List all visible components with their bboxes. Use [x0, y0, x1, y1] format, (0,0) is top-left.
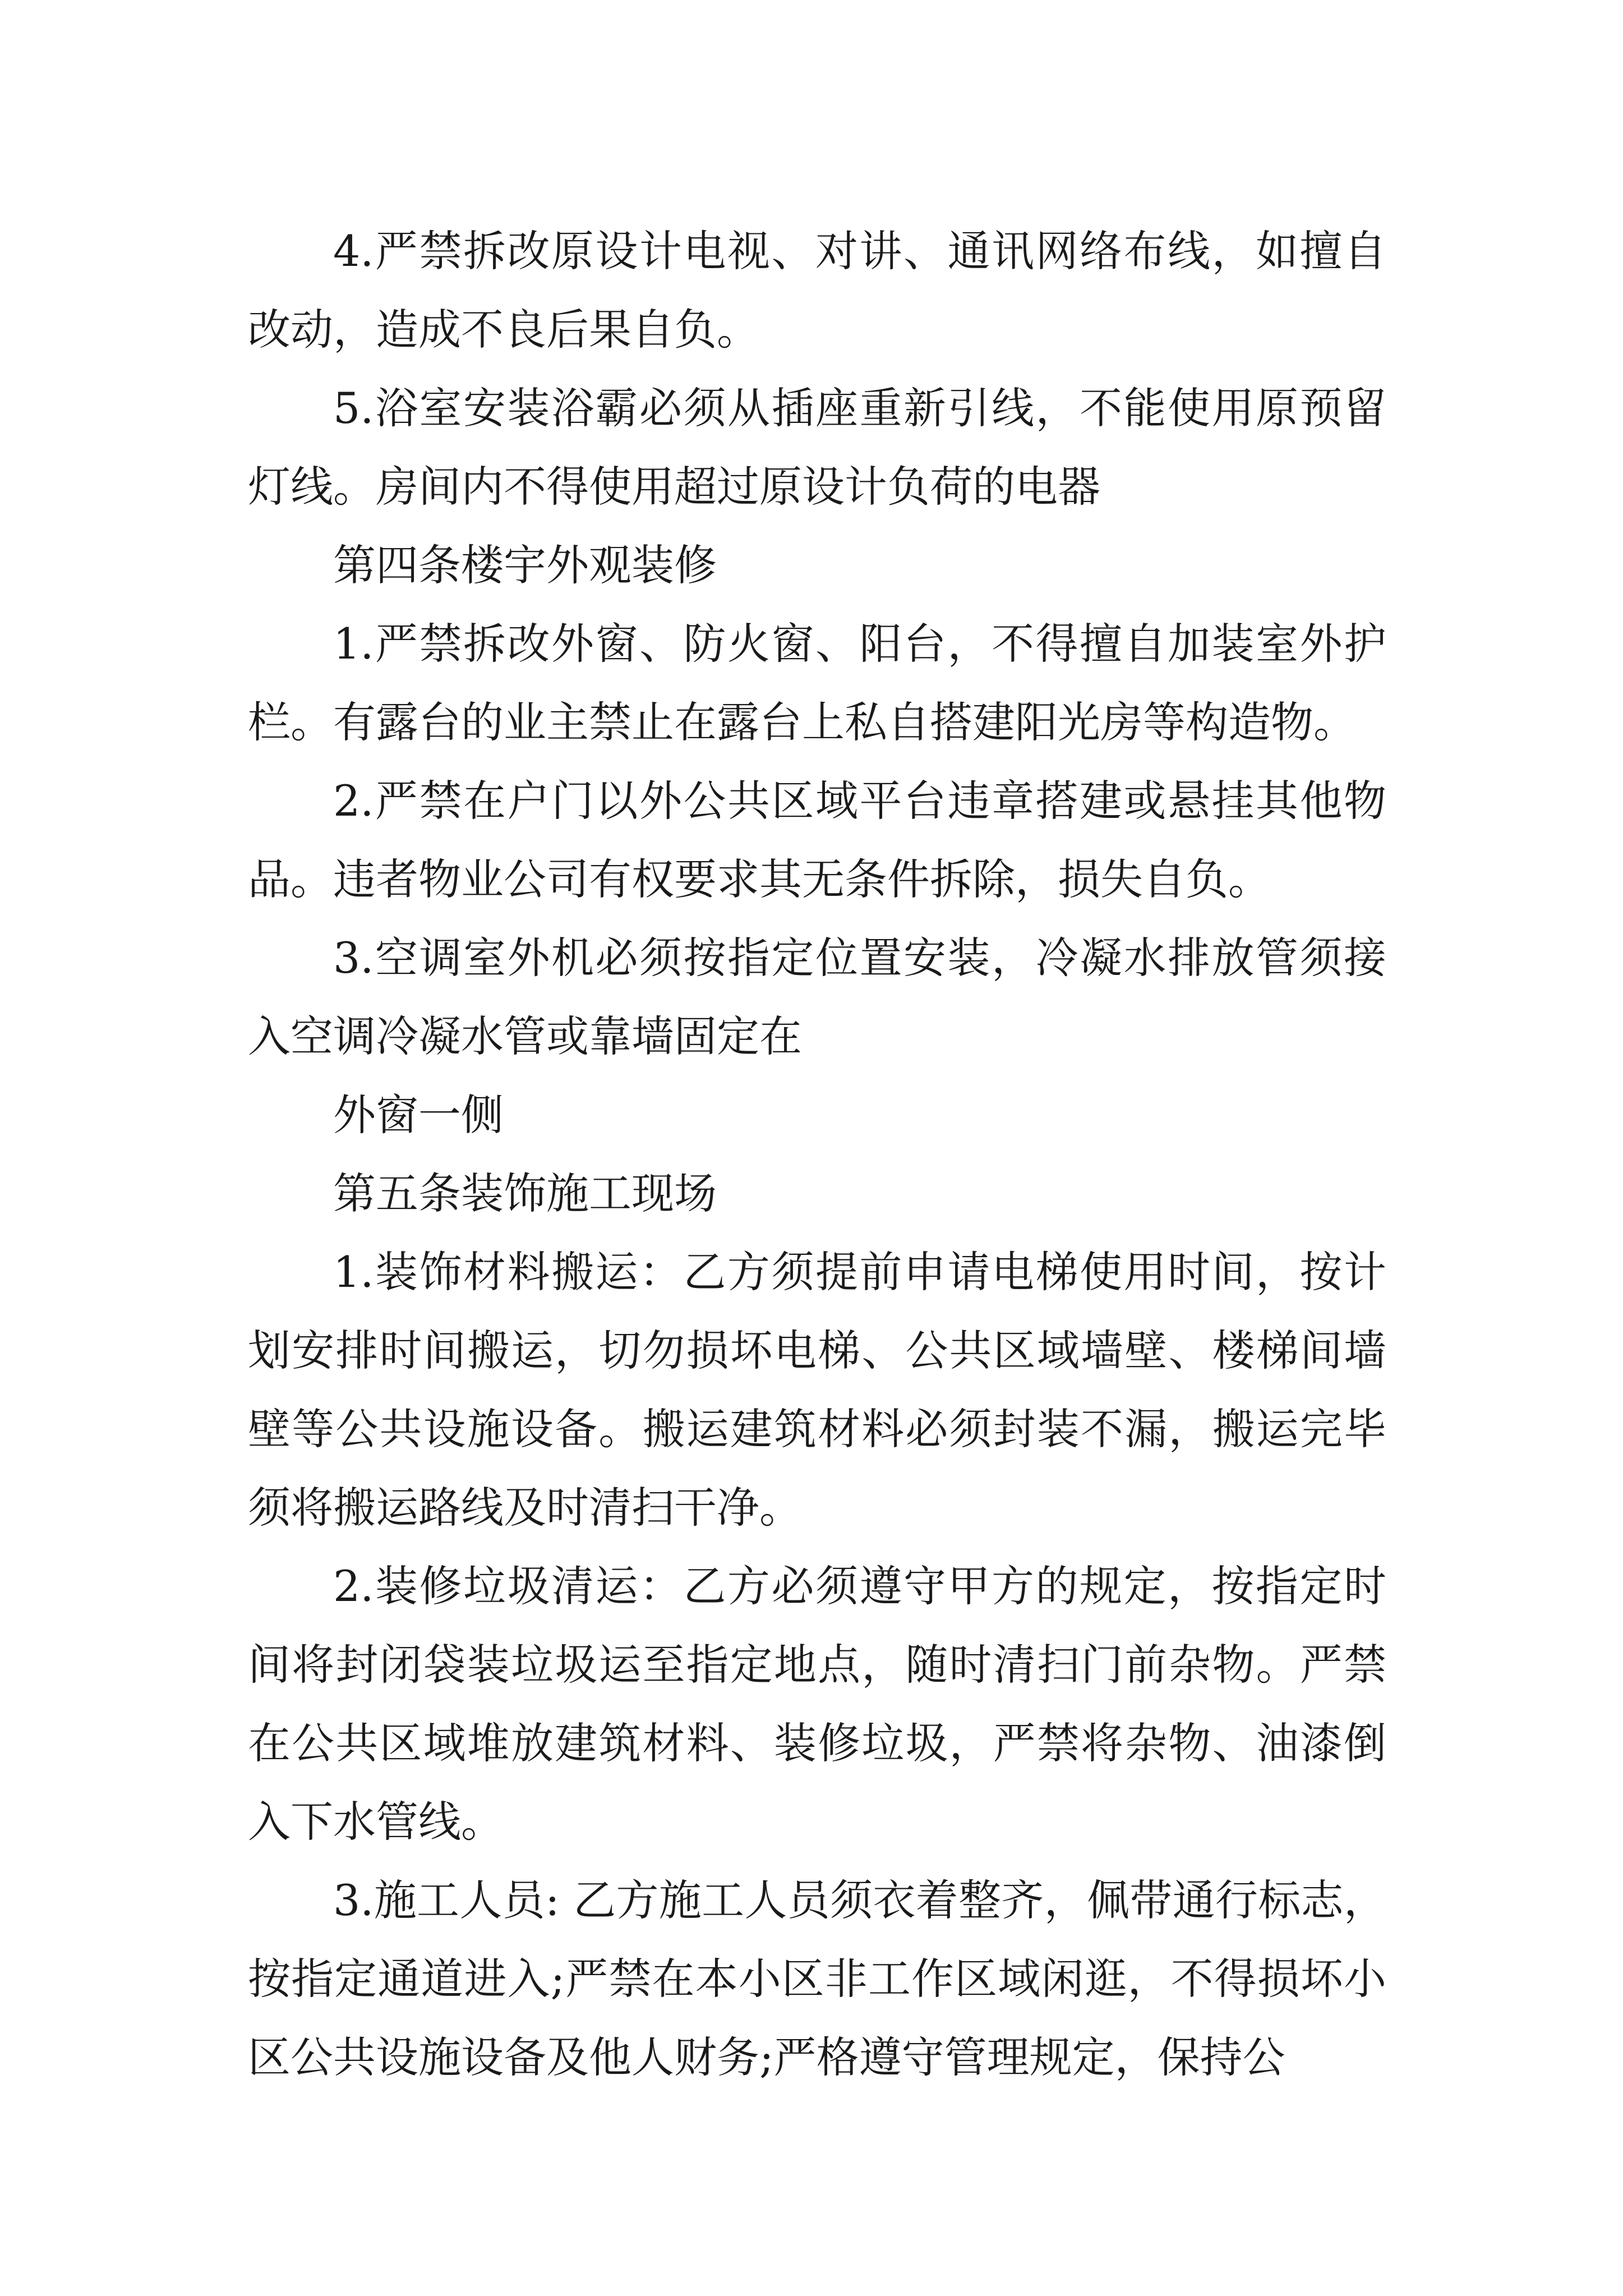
- paragraph-item-3-workers: 3.施工人员: 乙方施工人员须衣着整齐，佩带通行标志，按指定通道进入;严禁在本小区非工作区域闲逛，不得损坏小区公共设施设备及他人财务;严格遵守管理规定，保持公: [248, 1875, 1386, 2082]
- section-heading-article-5: 第五条装饰施工现场: [333, 1168, 717, 1218]
- paragraph-item-1-material-transport: 1.装饰材料搬运：乙方须提前申请电梯使用时间，按计划安排时间搬运，切勿损坏电梯、公共区域墙壁、楼梯间墙壁等公共设施设备。搬运建筑材料必须封装不漏，搬运完毕须将搬运路线及时清扫干净。: [248, 1247, 1386, 1533]
- document-page: [248, 212, 1386, 2097]
- paragraph-item-5-bath-heater: 5.浴室安装浴霸必须从插座重新引线，不能使用原预留灯线。房间内不得使用超过原设计负荷的电器: [248, 383, 1386, 512]
- paragraph-item-2-waste-removal: 2.装修垃圾清运：乙方必须遵守甲方的规定，按指定时间将封闭袋装垃圾运至指定地点，随时清扫门前杂物。严禁在公共区域堆放建筑材料、装修垃圾，严禁将杂物、油漆倒入下水管线。: [248, 1561, 1386, 1847]
- paragraph-item-1-windows: 1.严禁拆改外窗、防火窗、阳台，不得擅自加装室外护栏。有露台的业主禁止在露台上私自搭建阳光房等构造物。: [248, 619, 1386, 747]
- paragraph-item-4-wiring: 4.严禁拆改原设计电视、对讲、通讯网络布线，如擅自改动，造成不良后果自负。: [248, 226, 1386, 355]
- section-heading-article-4: 第四条楼宇外观装修: [333, 540, 717, 590]
- paragraph-item-2-public-area: 2.严禁在户门以外公共区域平台违章搭建或悬挂其他物品。违者物业公司有权要求其无条件拆除，损失自负。: [248, 776, 1386, 904]
- paragraph-item-3-air-conditioner: 3.空调室外机必须按指定位置安装，冷凝水排放管须接入空调冷凝水管或靠墙固定在: [248, 933, 1386, 1061]
- paragraph-continuation: 外窗一侧: [333, 1090, 504, 1140]
